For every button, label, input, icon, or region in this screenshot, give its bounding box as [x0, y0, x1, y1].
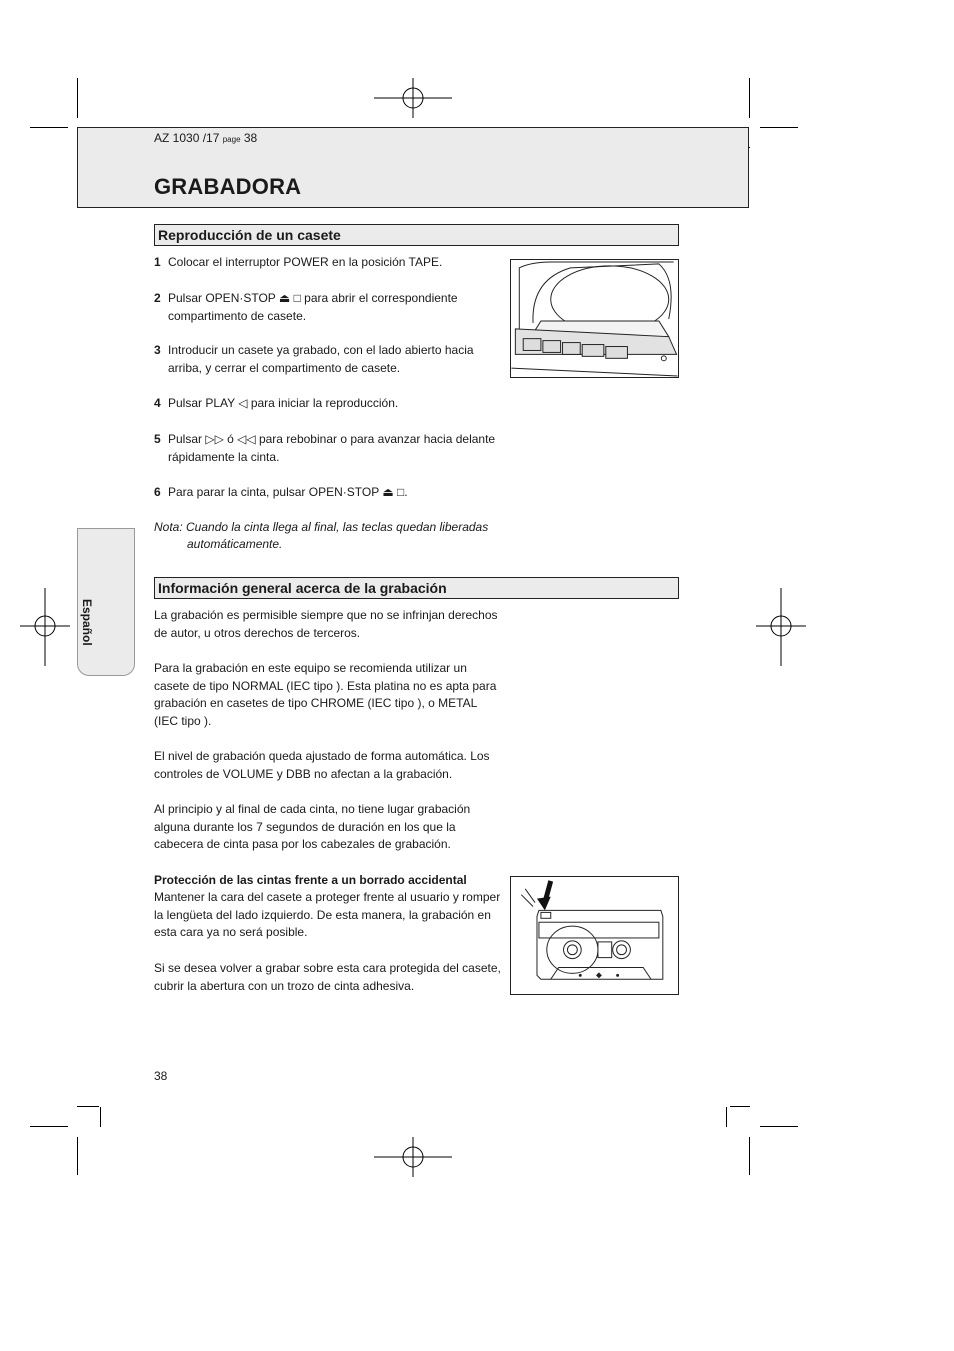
- model-label: AZ 1030 /17: [154, 131, 220, 145]
- section-heading-text: Información general acerca de la grabación: [158, 580, 447, 596]
- step-text: Introducir un casete ya grabado, con el lado abierto hacia arriba, y cerrar el compartimento de casete.: [168, 343, 474, 375]
- subheading-protection: Protección de las cintas frente a un borrado accidental: [154, 873, 467, 887]
- step-number: 5: [154, 432, 161, 446]
- page-word: page: [222, 135, 241, 144]
- step-text: Para parar la cinta, pulsar OPEN·STOP ⏏ □.: [168, 485, 408, 499]
- step-number: 2: [154, 291, 161, 305]
- step-text: Pulsar PLAY ◁ para iniciar la reproducción.: [168, 396, 399, 410]
- step-3: [154, 342, 509, 378]
- paragraph-rerecord: Si se desea volver a grabar sobre esta cara protegida del casete, cubrir la abertura con un trozo de cinta adhesiva.: [154, 961, 501, 993]
- section-heading-text: Reproducción de un casete: [158, 227, 341, 243]
- language-label: Español: [80, 599, 94, 646]
- page-num: 38: [243, 131, 258, 145]
- step-5: [154, 431, 509, 467]
- registration-mark-top: [374, 78, 454, 118]
- paragraph-copyright: La grabación es permisible siempre que no se infrinjan derechos de autor, u otros derechos de terceros.: [154, 608, 498, 640]
- step-text: Pulsar OPEN·STOP ⏏ □ para abrir el correspondiente compartimento de casete.: [168, 291, 458, 323]
- registration-mark-bottom: [374, 1137, 454, 1177]
- step-6: [154, 484, 509, 504]
- step-number: 4: [154, 396, 161, 410]
- step-number: 6: [154, 485, 161, 499]
- step-2: [154, 290, 509, 326]
- step-number: 1: [154, 255, 161, 269]
- page-title: GRABADORA: [154, 174, 302, 199]
- cassette-deck-illustration: [510, 259, 679, 378]
- step-text: Colocar el interruptor POWER en la posición TAPE.: [168, 255, 443, 269]
- cassette-tab-illustration: [510, 876, 679, 995]
- paragraph-tape-type: Para la grabación en este equipo se recomienda utilizar un casete de tipo NORMAL (IEC tipo ). Esta platina no es apta para grabación en casetes de tipo CHROME (IEC tipo ), o METAL (IEC tipo ).: [154, 661, 497, 728]
- registration-mark-right: [756, 588, 806, 666]
- step-4: [154, 395, 509, 415]
- paragraph-leader: Al principio y al final de cada cinta, no tiene lugar grabación alguna durante los 7 segundos de duración en los que la cabecera de cinta pasa por los cabezales de grabación.: [154, 802, 471, 851]
- paragraph-level: El nivel de grabación queda ajustado de forma automática. Los controles de VOLUME y DBB no afectan a la grabación.: [154, 749, 490, 781]
- section-heading-playback: [154, 224, 679, 246]
- language-tab: [77, 528, 135, 676]
- step-number: 3: [154, 343, 161, 357]
- note-line-1: Nota: Cuando la cinta llega al final, las teclas quedan liberadas: [154, 520, 489, 534]
- step-1: [154, 254, 509, 274]
- page-meta: [154, 131, 257, 145]
- paragraph-protection: Mantener la cara del casete a proteger frente al usuario y romper la lengüeta del lado izquierdo. De esta manera, la grabación en esta cara ya no será posible.: [154, 890, 501, 939]
- step-text: Pulsar ▷▷ ó ◁◁ para rebobinar o para avanzar hacia delante rápidamente la cinta.: [168, 432, 496, 464]
- page-number: 38: [154, 1069, 168, 1083]
- note-line-2: automáticamente.: [187, 537, 283, 551]
- section-heading-recording: [154, 577, 679, 599]
- registration-mark-left: [20, 588, 70, 666]
